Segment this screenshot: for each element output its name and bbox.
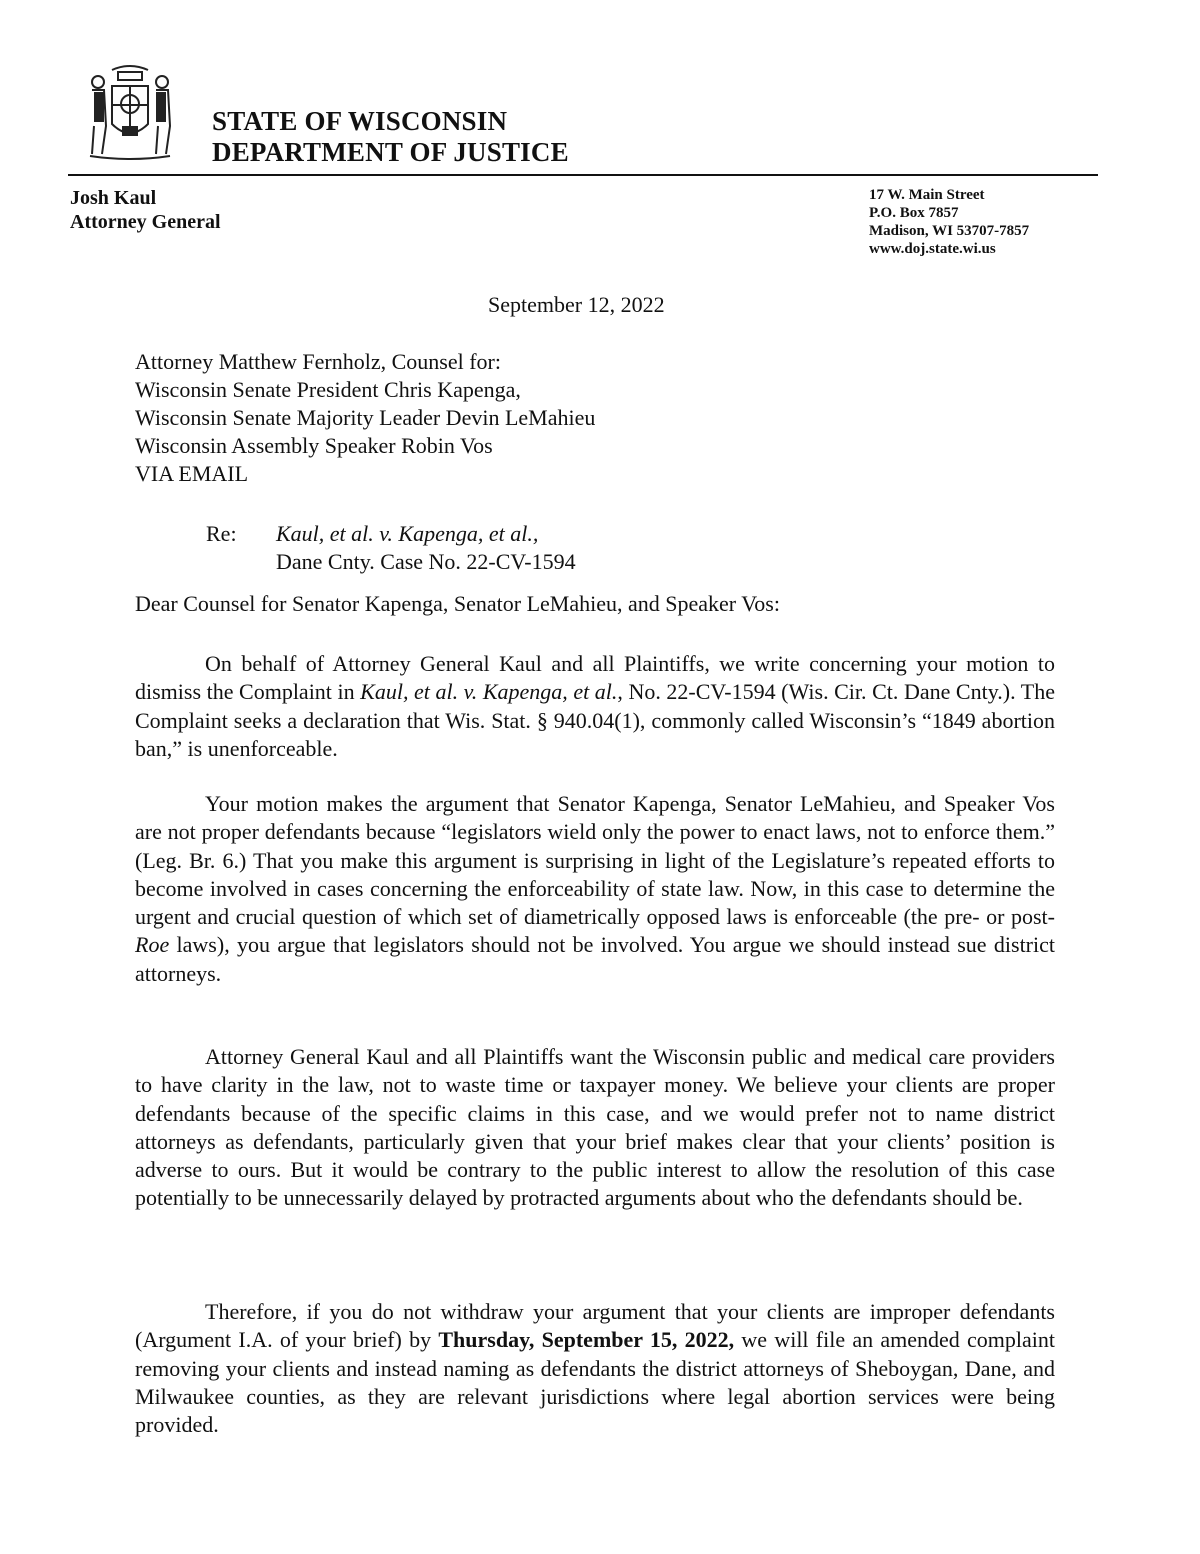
recipient-line: VIA EMAIL <box>135 461 249 486</box>
recipient-line: Wisconsin Assembly Speaker Robin Vos <box>135 433 493 458</box>
p4-text-a: Therefore, if you do not withdraw your argument that your clients are improper defendants (Argument I.A. of your brief) by <box>135 1299 1055 1353</box>
re-case-name: Kaul, et al. v. Kapenga, et al., <box>276 521 539 546</box>
p4-text-c: we will file an amended complaint removing your clients and instead naming as defendants the district attorneys of Sheboygan, Dane, and Milwaukee counties, as they are relevant jurisdictions where legal abortion services were being provided. <box>135 1327 1056 1438</box>
body-paragraph-1 <box>135 650 1055 763</box>
letter-date: September 12, 2022 <box>488 292 665 317</box>
p1-text-a: On behalf of Attorney General Kaul and all Plaintiffs, we write concerning your motion to dismiss the Complaint in <box>135 651 1055 705</box>
address-website: www.doj.state.wi.us <box>869 241 996 257</box>
recipient-line: Attorney Matthew Fernholz, Counsel for: <box>135 349 501 374</box>
sender-block <box>70 186 221 234</box>
agency-name <box>212 106 569 168</box>
address-block <box>869 186 1029 258</box>
body-paragraph-3 <box>135 1043 1055 1213</box>
p2-roe: Roe <box>135 932 170 958</box>
salutation: Dear Counsel for Senator Kapenga, Senator LeMahieu, and Speaker Vos: <box>135 591 780 616</box>
sender-title: Attorney General <box>70 211 221 233</box>
recipient-line: Wisconsin Senate Majority Leader Devin LeMahieu <box>135 405 596 430</box>
p3-text: Attorney General Kaul and all Plaintiffs want the Wisconsin public and medical care providers to have clarity in the law, not to waste time or taxpayer money. We believe your clients are proper defendants because of the specific claims in this case, and we would prefer not to name district attorneys as defendants, particularly given that your brief makes clear that your clients’ position is adverse to ours. But it would be contrary to the public interest to allow the resolution of this case potentially to be unnecessarily delayed by protracted arguments about who the defendants should be. <box>135 1044 1055 1211</box>
sender-name: Josh Kaul <box>70 187 157 209</box>
address-po-box: P.O. Box 7857 <box>869 205 959 221</box>
agency-line1: STATE OF WISCONSIN <box>212 106 508 136</box>
p4-deadline: Thursday, September 15, 2022, <box>438 1327 735 1353</box>
p1-case-name: Kaul, et al. v. Kapenga, et al. <box>360 679 618 705</box>
recipient-block <box>135 348 595 488</box>
recipient-line: Wisconsin Senate President Chris Kapenga, <box>135 377 521 402</box>
agency-line2: DEPARTMENT OF JUSTICE <box>212 137 569 167</box>
p1-text-c: , No. 22-CV-1594 (Wis. Cir. Ct. Dane Cnty.). The Complaint seeks a declaration that Wis. Stat. § 940.04(1), commonly called Wisconsin’s “1849 abortion ban,” is unenforceable. <box>135 679 1055 761</box>
p2-text-c: laws), you argue that legislators should not be involved. You argue we should instead sue district attorneys. <box>135 932 1055 986</box>
re-label: Re: <box>206 521 237 546</box>
address-street: 17 W. Main Street <box>869 187 985 203</box>
header-rule <box>68 174 1098 176</box>
body-paragraph-2 <box>135 790 1055 988</box>
state-seal-icon <box>82 62 178 162</box>
body-paragraph-4 <box>135 1298 1055 1439</box>
re-case-number: Dane Cnty. Case No. 22-CV-1594 <box>276 549 576 574</box>
address-city: Madison, WI 53707-7857 <box>869 223 1030 239</box>
p2-text-a: Your motion makes the argument that Senator Kapenga, Senator LeMahieu, and Speaker Vos are not proper defendants because “legislators wield only the power to enact laws, not to enforce them.” (Leg. Br. 6.) That you make this argument is surprising in light of the Legislature’s repeated efforts to become involved in cases concerning the enforceability of state law. Now, in this case to determine the urgent and crucial question of which set of diametrically opposed laws is enforceable (the pre- or post- <box>135 791 1055 930</box>
